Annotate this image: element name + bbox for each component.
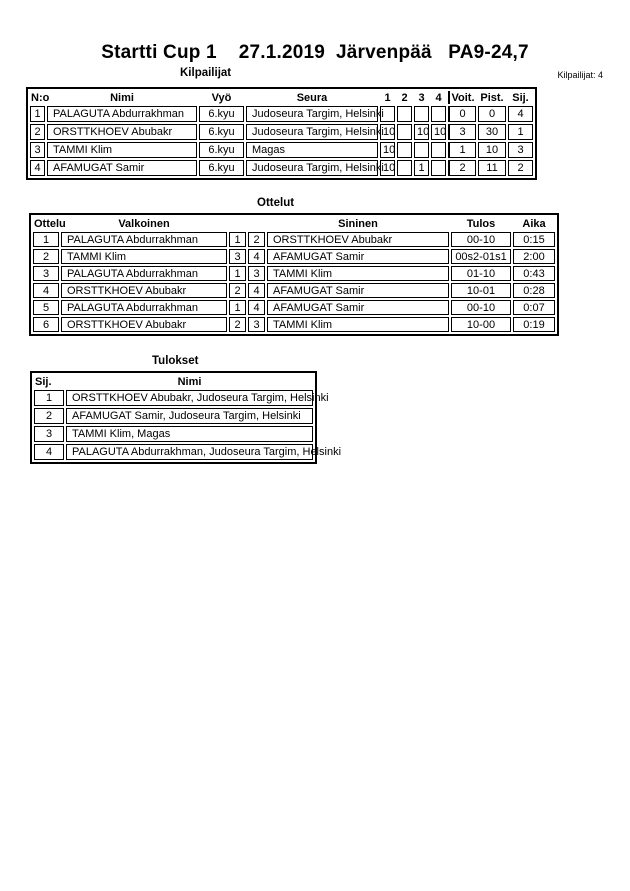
col-header-vyo: Vyö <box>211 91 232 104</box>
cell-blue-name: TAMMI Klim <box>267 266 449 281</box>
match-row <box>33 317 555 332</box>
cell-voit: 1 <box>448 142 476 158</box>
cell-name-club: ORSTTKHOEV Abubakr, Judoseura Targim, Helsinki <box>66 390 313 406</box>
cell-nimi: PALAGUTA Abdurrakhman <box>47 106 197 122</box>
cell-white-name: TAMMI Klim <box>61 249 227 264</box>
col-header-opp3: 3 <box>418 91 425 104</box>
col-header-sininen: Sininen <box>338 217 378 230</box>
results-table <box>30 371 342 464</box>
cell-no: 4 <box>30 160 45 176</box>
cell-white-number: 1 <box>229 266 246 281</box>
match-row <box>33 249 555 264</box>
col-header-opp4: 4 <box>435 91 442 104</box>
cell-result: 01-10 <box>451 266 511 281</box>
cell-pist: 10 <box>478 142 506 158</box>
col-header-tulos: Tulos <box>466 217 496 230</box>
cell-voit: 0 <box>448 106 476 122</box>
section-label-matches: Ottelut <box>257 197 295 209</box>
cell-score-3: 1 <box>414 160 429 176</box>
cell-placement: 1 <box>34 390 64 406</box>
cell-white-number: 2 <box>229 283 246 298</box>
cell-match-no: 6 <box>33 317 59 332</box>
cell-sij: 4 <box>508 106 533 122</box>
cell-seura: Judoseura Targim, Helsinki <box>246 160 378 176</box>
cell-result: 00s2-01s1 <box>451 249 511 264</box>
cell-vyo: 6.kyu <box>199 124 244 140</box>
cell-score-2 <box>397 106 412 122</box>
cell-result: 10-00 <box>451 317 511 332</box>
cell-blue-number: 4 <box>248 300 265 315</box>
cell-seura: Judoseura Targim, Helsinki <box>246 124 378 140</box>
col-header-opp2: 2 <box>401 91 408 104</box>
cell-seura: Judoseura Targim, Helsinki <box>246 106 378 122</box>
cell-blue-number: 4 <box>248 249 265 264</box>
cell-vyo: 6.kyu <box>199 142 244 158</box>
cell-pist: 11 <box>478 160 506 176</box>
col-header-pist: Pist. <box>480 91 504 104</box>
cell-white-name: PALAGUTA Abdurrakhman <box>61 232 227 247</box>
col-header-placement: Sij. <box>35 375 52 388</box>
cell-blue-number: 4 <box>248 283 265 298</box>
cell-result: 00-10 <box>451 232 511 247</box>
matches-header-row <box>33 217 555 230</box>
cell-score-4: 10 <box>431 124 446 140</box>
cell-white-name: ORSTTKHOEV Abubakr <box>61 317 227 332</box>
match-row <box>33 300 555 315</box>
cell-blue-name: AFAMUGAT Samir <box>267 283 449 298</box>
cell-match-no: 5 <box>33 300 59 315</box>
competitor-row <box>30 142 533 158</box>
section-label-competitors: Kilpailijat <box>180 67 232 79</box>
cell-white-name: PALAGUTA Abdurrakhman <box>61 300 227 315</box>
cell-pist: 0 <box>478 106 506 122</box>
cell-pist: 30 <box>478 124 506 140</box>
cell-no: 2 <box>30 124 45 140</box>
cell-nimi: TAMMI Klim <box>47 142 197 158</box>
cell-name-club: PALAGUTA Abdurrakhman, Judoseura Targim, Helsinki <box>66 444 313 460</box>
match-row <box>33 283 555 298</box>
cell-placement: 4 <box>34 444 64 460</box>
cell-score-4 <box>431 106 446 122</box>
cell-score-1: 10 <box>380 124 395 140</box>
cell-score-3 <box>414 106 429 122</box>
cell-score-3: 10 <box>414 124 429 140</box>
col-header-ottelu: Ottelu <box>34 217 66 230</box>
cell-white-name: PALAGUTA Abdurrakhman <box>61 266 227 281</box>
competitor-row <box>30 160 533 176</box>
cell-score-2 <box>397 160 412 176</box>
page-title: Startti Cup 1 27.1.2019 Järvenpää PA9-24,7 <box>101 42 529 63</box>
competitors-table <box>26 87 537 180</box>
cell-sij: 1 <box>508 124 533 140</box>
cell-no: 1 <box>30 106 45 122</box>
result-row <box>34 444 313 460</box>
col-header-sij: Sij. <box>512 91 529 104</box>
cell-time: 2:00 <box>513 249 555 264</box>
col-header-valkoinen: Valkoinen <box>118 217 170 230</box>
cell-score-2 <box>397 142 412 158</box>
cell-vyo: 6.kyu <box>199 106 244 122</box>
col-header-seura: Seura <box>296 91 328 104</box>
competitors-count: Kilpailijat: 4 <box>557 70 603 80</box>
cell-white-number: 1 <box>229 300 246 315</box>
cell-white-number: 2 <box>229 317 246 332</box>
result-row <box>34 390 313 406</box>
cell-name-club: TAMMI Klim, Magas <box>66 426 313 442</box>
cell-no: 3 <box>30 142 45 158</box>
cell-score-4 <box>431 142 446 158</box>
cell-match-no: 1 <box>33 232 59 247</box>
cell-voit: 2 <box>448 160 476 176</box>
cell-blue-number: 2 <box>248 232 265 247</box>
matches-table <box>29 213 559 336</box>
cell-white-name: ORSTTKHOEV Abubakr <box>61 283 227 298</box>
results-header-row <box>34 375 313 388</box>
cell-nimi: ORSTTKHOEV Abubakr <box>47 124 197 140</box>
cell-seura: Magas <box>246 142 378 158</box>
match-row <box>33 232 555 247</box>
cell-nimi: AFAMUGAT Samir <box>47 160 197 176</box>
cell-blue-number: 3 <box>248 266 265 281</box>
competitor-row <box>30 124 533 140</box>
cell-time: 0:07 <box>513 300 555 315</box>
cell-score-3 <box>414 142 429 158</box>
cell-white-number: 3 <box>229 249 246 264</box>
cell-sij: 3 <box>508 142 533 158</box>
cell-score-2 <box>397 124 412 140</box>
cell-blue-name: AFAMUGAT Samir <box>267 300 449 315</box>
col-header-name: Nimi <box>177 375 202 388</box>
cell-blue-number: 3 <box>248 317 265 332</box>
cell-time: 0:28 <box>513 283 555 298</box>
cell-vyo: 6.kyu <box>199 160 244 176</box>
cell-white-number: 1 <box>229 232 246 247</box>
col-header-no: N:o <box>31 91 50 104</box>
col-header-voit: Voit. <box>448 91 476 104</box>
cell-result: 00-10 <box>451 300 511 315</box>
col-header-blue-number <box>248 217 265 230</box>
cell-placement: 3 <box>34 426 64 442</box>
cell-name-club: AFAMUGAT Samir, Judoseura Targim, Helsinki <box>66 408 313 424</box>
cell-match-no: 4 <box>33 283 59 298</box>
match-row <box>33 266 555 281</box>
result-row <box>34 408 313 424</box>
competitors-header-row <box>30 91 533 104</box>
col-header-nimi: Nimi <box>110 91 134 104</box>
cell-match-no: 3 <box>33 266 59 281</box>
cell-time: 0:15 <box>513 232 555 247</box>
cell-blue-name: ORSTTKHOEV Abubakr <box>267 232 449 247</box>
cell-score-1: 10 <box>380 142 395 158</box>
col-header-white-number <box>229 217 246 230</box>
cell-blue-name: AFAMUGAT Samir <box>267 249 449 264</box>
result-row <box>34 426 313 442</box>
cell-time: 0:19 <box>513 317 555 332</box>
cell-voit: 3 <box>448 124 476 140</box>
cell-time: 0:43 <box>513 266 555 281</box>
cell-placement: 2 <box>34 408 64 424</box>
section-label-results: Tulokset <box>152 355 199 367</box>
col-header-aika: Aika <box>522 217 546 230</box>
cell-blue-name: TAMMI Klim <box>267 317 449 332</box>
competitor-row <box>30 106 533 122</box>
cell-match-no: 2 <box>33 249 59 264</box>
cell-score-4 <box>431 160 446 176</box>
cell-score-1: 10 <box>380 160 395 176</box>
cell-result: 10-01 <box>451 283 511 298</box>
cell-sij: 2 <box>508 160 533 176</box>
col-header-opp1: 1 <box>384 91 391 104</box>
